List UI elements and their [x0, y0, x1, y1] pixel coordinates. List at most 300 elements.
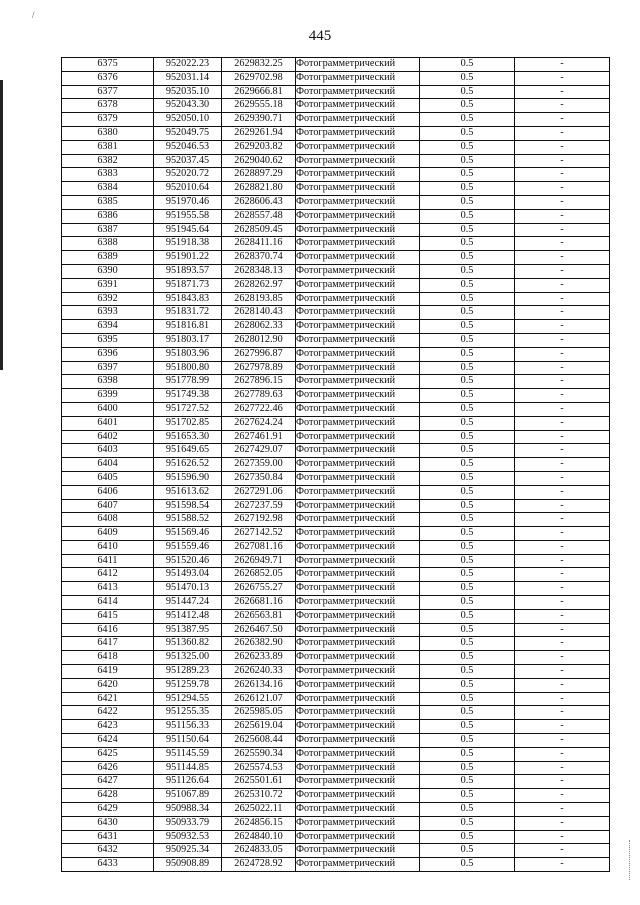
method-cell: Фотограмметрический: [296, 430, 420, 444]
table-row: [62, 596, 610, 610]
note-cell: -: [515, 251, 610, 265]
x-coordinate-cell: 951626.52: [154, 458, 222, 472]
point-number-cell: 6413: [62, 582, 154, 596]
y-coordinate-cell: 2627237.59: [222, 499, 296, 513]
table-row: [62, 402, 610, 416]
x-coordinate-cell: 951289.23: [154, 665, 222, 679]
x-coordinate-cell: 951493.04: [154, 568, 222, 582]
x-coordinate-cell: 951447.24: [154, 596, 222, 610]
point-number-cell: 6400: [62, 402, 154, 416]
y-coordinate-cell: 2627624.24: [222, 416, 296, 430]
point-number-cell: 6427: [62, 775, 154, 789]
point-number-cell: 6395: [62, 333, 154, 347]
note-cell: -: [515, 637, 610, 651]
table-row: [62, 375, 610, 389]
x-coordinate-cell: 952031.14: [154, 71, 222, 85]
method-cell: Фотограмметрический: [296, 416, 420, 430]
y-coordinate-cell: 2625619.04: [222, 720, 296, 734]
point-number-cell: 6390: [62, 264, 154, 278]
x-coordinate-cell: 950908.89: [154, 858, 222, 872]
accuracy-cell: 0.5: [420, 430, 515, 444]
point-number-cell: 6412: [62, 568, 154, 582]
x-coordinate-cell: 951294.55: [154, 692, 222, 706]
note-cell: -: [515, 223, 610, 237]
x-coordinate-cell: 951412.48: [154, 609, 222, 623]
y-coordinate-cell: 2626852.05: [222, 568, 296, 582]
note-cell: -: [515, 775, 610, 789]
accuracy-cell: 0.5: [420, 99, 515, 113]
accuracy-cell: 0.5: [420, 375, 515, 389]
note-cell: -: [515, 734, 610, 748]
note-cell: -: [515, 692, 610, 706]
method-cell: Фотограмметрический: [296, 237, 420, 251]
point-number-cell: 6399: [62, 389, 154, 403]
accuracy-cell: 0.5: [420, 540, 515, 554]
note-cell: -: [515, 747, 610, 761]
table-row: [62, 126, 610, 140]
method-cell: Фотограмметрический: [296, 527, 420, 541]
note-cell: -: [515, 844, 610, 858]
table-row: [62, 858, 610, 872]
y-coordinate-cell: 2627350.84: [222, 471, 296, 485]
accuracy-cell: 0.5: [420, 471, 515, 485]
accuracy-cell: 0.5: [420, 237, 515, 251]
method-cell: Фотограмметрический: [296, 775, 420, 789]
binding-edge-mark: [0, 80, 3, 370]
x-coordinate-cell: 951588.52: [154, 513, 222, 527]
accuracy-cell: 0.5: [420, 444, 515, 458]
y-coordinate-cell: 2626949.71: [222, 554, 296, 568]
y-coordinate-cell: 2629390.71: [222, 113, 296, 127]
table-row: [62, 140, 610, 154]
note-cell: -: [515, 389, 610, 403]
table-row: [62, 540, 610, 554]
note-cell: -: [515, 99, 610, 113]
note-cell: -: [515, 830, 610, 844]
x-coordinate-cell: 951387.95: [154, 623, 222, 637]
note-cell: -: [515, 803, 610, 817]
y-coordinate-cell: 2628262.97: [222, 278, 296, 292]
point-number-cell: 6432: [62, 844, 154, 858]
y-coordinate-cell: 2625574.53: [222, 761, 296, 775]
table-row: [62, 154, 610, 168]
accuracy-cell: 0.5: [420, 830, 515, 844]
method-cell: Фотограмметрический: [296, 361, 420, 375]
y-coordinate-cell: 2627996.87: [222, 347, 296, 361]
accuracy-cell: 0.5: [420, 251, 515, 265]
accuracy-cell: 0.5: [420, 320, 515, 334]
coordinates-table-body: [62, 58, 610, 872]
accuracy-cell: 0.5: [420, 637, 515, 651]
method-cell: Фотограмметрический: [296, 540, 420, 554]
x-coordinate-cell: 951778.99: [154, 375, 222, 389]
accuracy-cell: 0.5: [420, 803, 515, 817]
y-coordinate-cell: 2626755.27: [222, 582, 296, 596]
x-coordinate-cell: 951803.17: [154, 333, 222, 347]
point-number-cell: 6407: [62, 499, 154, 513]
accuracy-cell: 0.5: [420, 665, 515, 679]
y-coordinate-cell: 2627429.07: [222, 444, 296, 458]
accuracy-cell: 0.5: [420, 844, 515, 858]
accuracy-cell: 0.5: [420, 513, 515, 527]
y-coordinate-cell: 2628897.29: [222, 168, 296, 182]
accuracy-cell: 0.5: [420, 775, 515, 789]
table-row: [62, 637, 610, 651]
y-coordinate-cell: 2624728.92: [222, 858, 296, 872]
x-coordinate-cell: 951970.46: [154, 195, 222, 209]
point-number-cell: 6423: [62, 720, 154, 734]
table-row: [62, 513, 610, 527]
note-cell: -: [515, 209, 610, 223]
note-cell: -: [515, 154, 610, 168]
table-row: [62, 195, 610, 209]
note-cell: -: [515, 678, 610, 692]
accuracy-cell: 0.5: [420, 292, 515, 306]
point-number-cell: 6384: [62, 182, 154, 196]
method-cell: Фотограмметрический: [296, 582, 420, 596]
accuracy-cell: 0.5: [420, 223, 515, 237]
table-row: [62, 306, 610, 320]
method-cell: Фотограмметрический: [296, 444, 420, 458]
point-number-cell: 6417: [62, 637, 154, 651]
note-cell: -: [515, 416, 610, 430]
point-number-cell: 6416: [62, 623, 154, 637]
y-coordinate-cell: 2629203.82: [222, 140, 296, 154]
point-number-cell: 6377: [62, 85, 154, 99]
table-row: [62, 527, 610, 541]
scan-edge-dots: [629, 840, 632, 880]
point-number-cell: 6429: [62, 803, 154, 817]
x-coordinate-cell: 952037.45: [154, 154, 222, 168]
x-coordinate-cell: 951325.00: [154, 651, 222, 665]
table-row: [62, 830, 610, 844]
method-cell: Фотограмметрический: [296, 609, 420, 623]
x-coordinate-cell: 951596.90: [154, 471, 222, 485]
point-number-cell: 6387: [62, 223, 154, 237]
point-number-cell: 6424: [62, 734, 154, 748]
y-coordinate-cell: 2627359.00: [222, 458, 296, 472]
y-coordinate-cell: 2629666.81: [222, 85, 296, 99]
point-number-cell: 6414: [62, 596, 154, 610]
y-coordinate-cell: 2626240.33: [222, 665, 296, 679]
point-number-cell: 6403: [62, 444, 154, 458]
point-number-cell: 6385: [62, 195, 154, 209]
accuracy-cell: 0.5: [420, 113, 515, 127]
point-number-cell: 6401: [62, 416, 154, 430]
table-row: [62, 444, 610, 458]
method-cell: Фотограмметрический: [296, 182, 420, 196]
note-cell: -: [515, 320, 610, 334]
y-coordinate-cell: 2627142.52: [222, 527, 296, 541]
y-coordinate-cell: 2626467.50: [222, 623, 296, 637]
accuracy-cell: 0.5: [420, 747, 515, 761]
x-coordinate-cell: 952022.23: [154, 58, 222, 72]
method-cell: Фотограмметрический: [296, 858, 420, 872]
method-cell: Фотограмметрический: [296, 140, 420, 154]
y-coordinate-cell: 2626563.81: [222, 609, 296, 623]
method-cell: Фотограмметрический: [296, 333, 420, 347]
accuracy-cell: 0.5: [420, 209, 515, 223]
table-row: [62, 237, 610, 251]
accuracy-cell: 0.5: [420, 623, 515, 637]
note-cell: -: [515, 527, 610, 541]
point-number-cell: 6391: [62, 278, 154, 292]
table-row: [62, 182, 610, 196]
method-cell: Фотограмметрический: [296, 402, 420, 416]
method-cell: Фотограмметрический: [296, 554, 420, 568]
point-number-cell: 6389: [62, 251, 154, 265]
method-cell: Фотограмметрический: [296, 209, 420, 223]
method-cell: Фотограмметрический: [296, 803, 420, 817]
table-row: [62, 582, 610, 596]
accuracy-cell: 0.5: [420, 182, 515, 196]
method-cell: Фотограмметрический: [296, 665, 420, 679]
table-row: [62, 678, 610, 692]
y-coordinate-cell: 2628557.48: [222, 209, 296, 223]
table-row: [62, 803, 610, 817]
method-cell: Фотограмметрический: [296, 761, 420, 775]
point-number-cell: 6409: [62, 527, 154, 541]
table-row: [62, 389, 610, 403]
table-row: [62, 844, 610, 858]
y-coordinate-cell: 2626233.89: [222, 651, 296, 665]
x-coordinate-cell: 950988.34: [154, 803, 222, 817]
method-cell: Фотограмметрический: [296, 389, 420, 403]
x-coordinate-cell: 951559.46: [154, 540, 222, 554]
note-cell: -: [515, 858, 610, 872]
method-cell: Фотограмметрический: [296, 458, 420, 472]
y-coordinate-cell: 2627789.63: [222, 389, 296, 403]
table-row: [62, 416, 610, 430]
scan-mark: /: [32, 10, 35, 20]
point-number-cell: 6415: [62, 609, 154, 623]
x-coordinate-cell: 951145.59: [154, 747, 222, 761]
note-cell: -: [515, 113, 610, 127]
table-row: [62, 761, 610, 775]
coordinates-table: [61, 57, 610, 872]
table-row: [62, 264, 610, 278]
method-cell: Фотограмметрический: [296, 85, 420, 99]
note-cell: -: [515, 816, 610, 830]
x-coordinate-cell: 951727.52: [154, 402, 222, 416]
note-cell: -: [515, 168, 610, 182]
note-cell: -: [515, 333, 610, 347]
method-cell: Фотограмметрический: [296, 637, 420, 651]
accuracy-cell: 0.5: [420, 140, 515, 154]
accuracy-cell: 0.5: [420, 568, 515, 582]
note-cell: -: [515, 609, 610, 623]
note-cell: -: [515, 182, 610, 196]
x-coordinate-cell: 952020.72: [154, 168, 222, 182]
accuracy-cell: 0.5: [420, 278, 515, 292]
x-coordinate-cell: 952043.30: [154, 99, 222, 113]
x-coordinate-cell: 951800.80: [154, 361, 222, 375]
table-row: [62, 71, 610, 85]
x-coordinate-cell: 952049.75: [154, 126, 222, 140]
note-cell: -: [515, 140, 610, 154]
y-coordinate-cell: 2626121.07: [222, 692, 296, 706]
x-coordinate-cell: 951816.81: [154, 320, 222, 334]
accuracy-cell: 0.5: [420, 389, 515, 403]
x-coordinate-cell: 951653.30: [154, 430, 222, 444]
y-coordinate-cell: 2625590.34: [222, 747, 296, 761]
table-row: [62, 692, 610, 706]
point-number-cell: 6404: [62, 458, 154, 472]
method-cell: Фотограмметрический: [296, 375, 420, 389]
note-cell: -: [515, 430, 610, 444]
method-cell: Фотограмметрический: [296, 126, 420, 140]
table-row: [62, 568, 610, 582]
point-number-cell: 6426: [62, 761, 154, 775]
y-coordinate-cell: 2624833.05: [222, 844, 296, 858]
accuracy-cell: 0.5: [420, 306, 515, 320]
method-cell: Фотограмметрический: [296, 347, 420, 361]
y-coordinate-cell: 2628140.43: [222, 306, 296, 320]
y-coordinate-cell: 2625022.11: [222, 803, 296, 817]
method-cell: Фотограмметрический: [296, 692, 420, 706]
method-cell: Фотограмметрический: [296, 99, 420, 113]
table-row: [62, 720, 610, 734]
x-coordinate-cell: 951803.96: [154, 347, 222, 361]
point-number-cell: 6418: [62, 651, 154, 665]
x-coordinate-cell: 950932.53: [154, 830, 222, 844]
x-coordinate-cell: 951360.82: [154, 637, 222, 651]
x-coordinate-cell: 951144.85: [154, 761, 222, 775]
method-cell: Фотограмметрический: [296, 844, 420, 858]
method-cell: Фотограмметрический: [296, 71, 420, 85]
x-coordinate-cell: 951831.72: [154, 306, 222, 320]
note-cell: -: [515, 596, 610, 610]
table-row: [62, 816, 610, 830]
y-coordinate-cell: 2628193.85: [222, 292, 296, 306]
y-coordinate-cell: 2626382.90: [222, 637, 296, 651]
method-cell: Фотограмметрический: [296, 278, 420, 292]
accuracy-cell: 0.5: [420, 734, 515, 748]
accuracy-cell: 0.5: [420, 416, 515, 430]
y-coordinate-cell: 2628509.45: [222, 223, 296, 237]
point-number-cell: 6405: [62, 471, 154, 485]
y-coordinate-cell: 2626134.16: [222, 678, 296, 692]
note-cell: -: [515, 306, 610, 320]
table-row: [62, 747, 610, 761]
x-coordinate-cell: 951569.46: [154, 527, 222, 541]
point-number-cell: 6421: [62, 692, 154, 706]
x-coordinate-cell: 951945.64: [154, 223, 222, 237]
x-coordinate-cell: 951871.73: [154, 278, 222, 292]
accuracy-cell: 0.5: [420, 458, 515, 472]
note-cell: -: [515, 582, 610, 596]
y-coordinate-cell: 2624856.15: [222, 816, 296, 830]
note-cell: -: [515, 706, 610, 720]
y-coordinate-cell: 2629832.25: [222, 58, 296, 72]
y-coordinate-cell: 2626681.16: [222, 596, 296, 610]
accuracy-cell: 0.5: [420, 58, 515, 72]
x-coordinate-cell: 951901.22: [154, 251, 222, 265]
method-cell: Фотограмметрический: [296, 513, 420, 527]
accuracy-cell: 0.5: [420, 692, 515, 706]
note-cell: -: [515, 278, 610, 292]
table-row: [62, 347, 610, 361]
method-cell: Фотограмметрический: [296, 623, 420, 637]
point-number-cell: 6376: [62, 71, 154, 85]
note-cell: -: [515, 71, 610, 85]
accuracy-cell: 0.5: [420, 554, 515, 568]
x-coordinate-cell: 952035.10: [154, 85, 222, 99]
y-coordinate-cell: 2628821.80: [222, 182, 296, 196]
method-cell: Фотограмметрический: [296, 816, 420, 830]
note-cell: -: [515, 471, 610, 485]
point-number-cell: 6393: [62, 306, 154, 320]
table-row: [62, 168, 610, 182]
table-row: [62, 471, 610, 485]
point-number-cell: 6433: [62, 858, 154, 872]
x-coordinate-cell: 952046.53: [154, 140, 222, 154]
point-number-cell: 6428: [62, 789, 154, 803]
method-cell: Фотограмметрический: [296, 734, 420, 748]
table-row: [62, 665, 610, 679]
table-row: [62, 58, 610, 72]
method-cell: Фотограмметрический: [296, 264, 420, 278]
x-coordinate-cell: 951255.35: [154, 706, 222, 720]
note-cell: -: [515, 402, 610, 416]
y-coordinate-cell: 2628062.33: [222, 320, 296, 334]
point-number-cell: 6386: [62, 209, 154, 223]
method-cell: Фотограмметрический: [296, 251, 420, 265]
y-coordinate-cell: 2628348.13: [222, 264, 296, 278]
table-row: [62, 775, 610, 789]
note-cell: -: [515, 195, 610, 209]
note-cell: -: [515, 513, 610, 527]
point-number-cell: 6383: [62, 168, 154, 182]
accuracy-cell: 0.5: [420, 195, 515, 209]
accuracy-cell: 0.5: [420, 582, 515, 596]
accuracy-cell: 0.5: [420, 85, 515, 99]
note-cell: -: [515, 485, 610, 499]
y-coordinate-cell: 2628606.43: [222, 195, 296, 209]
table-row: [62, 209, 610, 223]
y-coordinate-cell: 2628370.74: [222, 251, 296, 265]
x-coordinate-cell: 951126.64: [154, 775, 222, 789]
y-coordinate-cell: 2627978.89: [222, 361, 296, 375]
note-cell: -: [515, 444, 610, 458]
note-cell: -: [515, 347, 610, 361]
note-cell: -: [515, 499, 610, 513]
x-coordinate-cell: 951893.57: [154, 264, 222, 278]
accuracy-cell: 0.5: [420, 264, 515, 278]
note-cell: -: [515, 651, 610, 665]
y-coordinate-cell: 2624840.10: [222, 830, 296, 844]
note-cell: -: [515, 237, 610, 251]
point-number-cell: 6402: [62, 430, 154, 444]
y-coordinate-cell: 2627722.46: [222, 402, 296, 416]
note-cell: -: [515, 292, 610, 306]
point-number-cell: 6408: [62, 513, 154, 527]
method-cell: Фотограмметрический: [296, 830, 420, 844]
point-number-cell: 6410: [62, 540, 154, 554]
table-row: [62, 554, 610, 568]
point-number-cell: 6406: [62, 485, 154, 499]
note-cell: -: [515, 458, 610, 472]
x-coordinate-cell: 951749.38: [154, 389, 222, 403]
point-number-cell: 6397: [62, 361, 154, 375]
note-cell: -: [515, 761, 610, 775]
method-cell: Фотограмметрический: [296, 471, 420, 485]
point-number-cell: 6382: [62, 154, 154, 168]
accuracy-cell: 0.5: [420, 678, 515, 692]
note-cell: -: [515, 85, 610, 99]
point-number-cell: 6375: [62, 58, 154, 72]
accuracy-cell: 0.5: [420, 333, 515, 347]
